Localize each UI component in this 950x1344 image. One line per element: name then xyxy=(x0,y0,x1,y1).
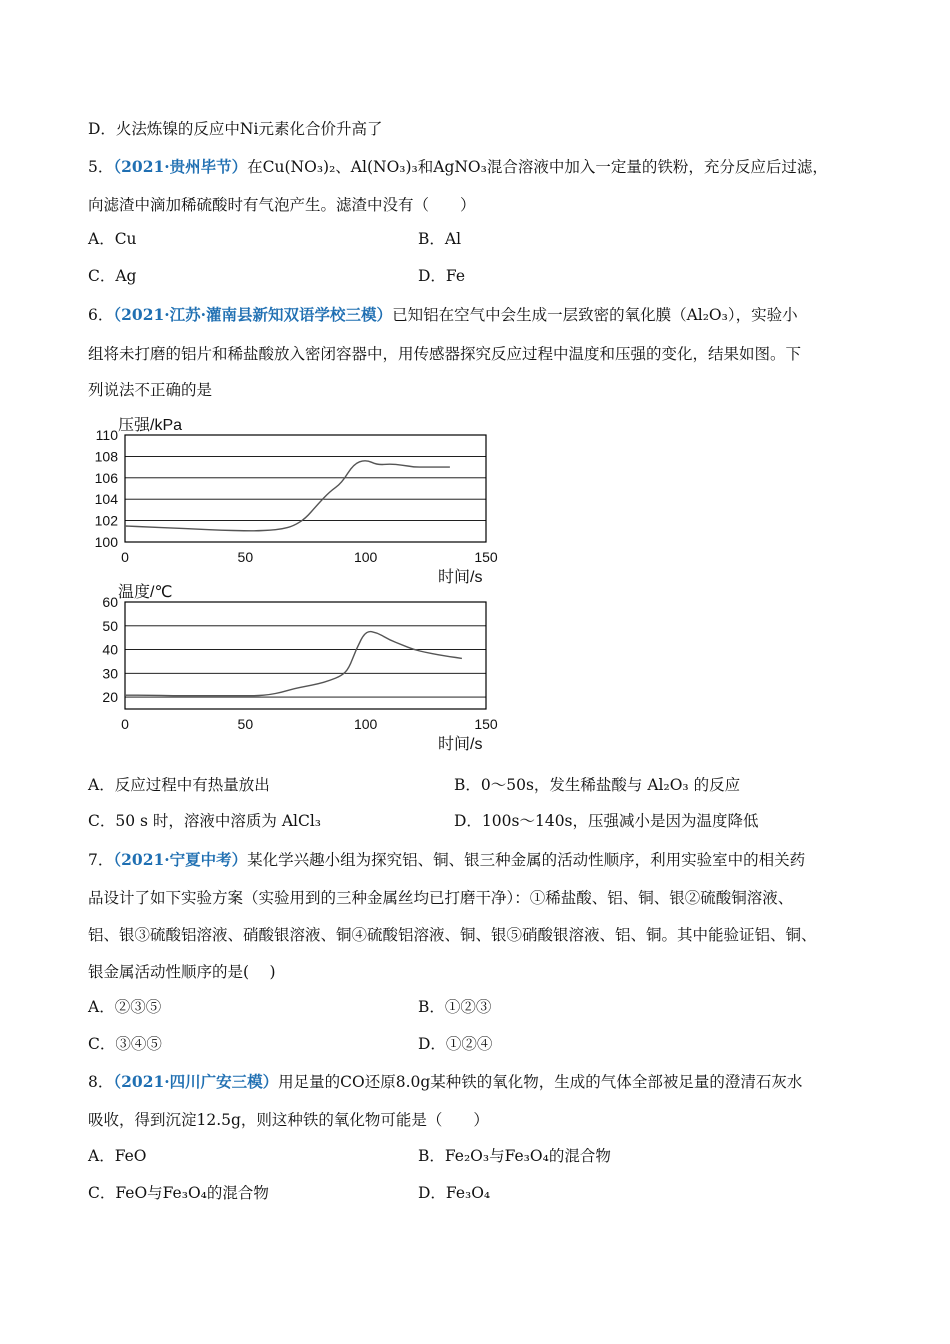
x-tick-label: 0 xyxy=(121,549,129,565)
y-axis-label: 温度/℃ xyxy=(118,584,173,601)
q7-option-d: D．①②④ xyxy=(418,1035,493,1053)
question-text: 用足量的CO还原8.0g某种铁的氧化物，生成的气体全部被足量的澄清石灰水 xyxy=(278,1073,803,1091)
q6-option-b: B．0～50s，发生稀盐酸与 Al₂O₃ 的反应 xyxy=(454,776,741,794)
y-tick-label: 60 xyxy=(102,594,118,610)
y-tick-label: 106 xyxy=(94,469,118,486)
y-axis-label: 压强/kPa xyxy=(118,417,183,434)
x-axis-label: 时间/s xyxy=(438,736,483,753)
q7-line4: 银金属活动性顺序的是( ) xyxy=(88,963,276,981)
q8-option-c: C．FeO与Fe₃O₄的混合物 xyxy=(88,1184,269,1202)
y-tick-label: 100 xyxy=(94,534,118,550)
q6-option-a: A．反应过程中有热量放出 xyxy=(88,776,270,794)
x-tick-label: 100 xyxy=(353,716,378,732)
x-tick-label: 50 xyxy=(237,716,254,732)
y-tick-label: 20 xyxy=(102,689,118,706)
question-source: （2021·四川广安三模） xyxy=(113,1072,279,1091)
temperature-chart xyxy=(88,577,518,753)
q5-line2: 向滤渣中滴加稀硫酸时有气泡产生。滤渣中没有（ ） xyxy=(88,196,476,214)
q7-option-a: A．②③⑤ xyxy=(88,998,162,1016)
q8-line1 xyxy=(88,1072,802,1092)
y-tick-label: 50 xyxy=(102,617,118,634)
question-number: 7． xyxy=(88,851,114,869)
x-tick-label: 100 xyxy=(353,549,378,565)
q7-line1 xyxy=(88,850,805,870)
y-tick-label: 108 xyxy=(94,448,118,465)
question-number: 6． xyxy=(88,306,114,324)
q8-line2: 吸收，得到沉淀12.5g，则这种铁的氧化物可能是（ ） xyxy=(88,1111,489,1129)
q7-option-b: B．①②③ xyxy=(418,998,492,1016)
q8-option-b: B．Fe₂O₃与Fe₃O₄的混合物 xyxy=(418,1147,611,1165)
x-tick-label: 150 xyxy=(474,549,498,565)
plot-frame xyxy=(125,435,486,542)
x-tick-label: 50 xyxy=(237,549,254,565)
question-source: （2021·江苏·灌南县新知双语学校三模） xyxy=(113,305,393,324)
y-tick-label: 40 xyxy=(102,641,118,658)
q6-option-c: C．50 s 时，溶液中溶质为 AlCl₃ xyxy=(88,812,322,830)
q6-line2: 组将未打磨的铝片和稀盐酸放入密闭容器中，用传感器探究反应过程中温度和压强的变化，结果如图。下 xyxy=(88,345,802,363)
question-text: 在Cu(NO₃)₂、Al(NO₃)₃和AgNO₃混合溶液中加入一定量的铁粉，充分反应后过滤， xyxy=(247,158,828,176)
q6-line3: 列说法不正确的是 xyxy=(88,381,213,399)
q7-option-c: C．③④⑤ xyxy=(88,1035,162,1053)
y-tick-label: 102 xyxy=(94,512,118,529)
q5-line1 xyxy=(88,157,828,177)
y-tick-label: 30 xyxy=(102,665,118,682)
q5-option-a: A．Cu xyxy=(88,230,137,248)
pressure-chart xyxy=(88,410,518,586)
q6-line1 xyxy=(88,305,798,325)
q7-line2: 品设计了如下实验方案（实验用到的三种金属丝均已打磨干净）：①稀盐酸、铝、铜、银②硫酸铜溶液、 xyxy=(88,889,794,907)
question-source: （2021·宁夏中考） xyxy=(113,850,248,869)
question-number: 8． xyxy=(88,1073,114,1091)
q8-option-a: A．FeO xyxy=(88,1147,147,1165)
x-tick-label: 0 xyxy=(121,716,129,732)
q4-option-d: D．火法炼镍的反应中Ni元素化合价升高了 xyxy=(88,120,383,138)
plot-frame xyxy=(125,602,486,709)
y-tick-label: 110 xyxy=(95,427,118,443)
q5-option-c: C．Ag xyxy=(88,267,137,285)
question-number: 5． xyxy=(88,158,114,176)
question-text: 已知铝在空气中会生成一层致密的氧化膜（Al₂O₃），实验小 xyxy=(392,306,798,324)
q5-option-b: B．Al xyxy=(418,230,462,248)
question-text: 某化学兴趣小组为探究铝、铜、银三种金属的活动性顺序，利用实验室中的相关药 xyxy=(247,851,806,869)
q8-option-d: D．Fe₃O₄ xyxy=(418,1184,491,1202)
x-tick-label: 150 xyxy=(474,716,498,732)
series-line xyxy=(125,632,462,696)
q5-option-d: D．Fe xyxy=(418,267,466,285)
q6-option-d: D．100s～140s，压强减小是因为温度降低 xyxy=(454,812,759,830)
q7-line3: 铝、银③硫酸铝溶液、硝酸银溶液、铜④硫酸铝溶液、铜、银⑤硝酸银溶液、铝、铜。其中能验证铝、铜、 xyxy=(88,926,817,944)
question-source: （2021·贵州毕节） xyxy=(113,157,248,176)
y-tick-label: 104 xyxy=(94,491,118,508)
x-axis-label: 时间/s xyxy=(438,569,483,586)
